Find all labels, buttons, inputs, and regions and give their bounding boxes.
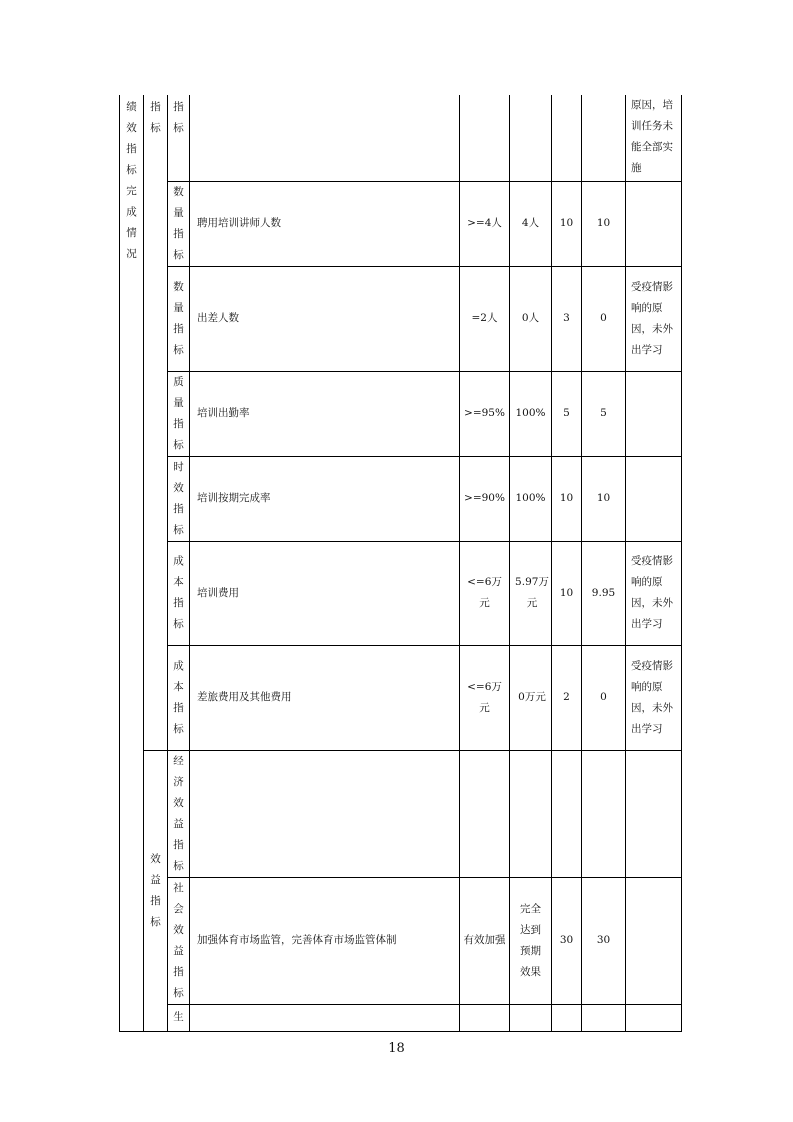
level1-output-cell: 指标 bbox=[144, 95, 168, 750]
level2-cell: 社会效益指标 bbox=[168, 877, 190, 1004]
level1-benefit-cell: 效益指标 bbox=[144, 750, 168, 1031]
weight-cell: 3 bbox=[552, 266, 582, 371]
note-cell bbox=[626, 456, 682, 541]
weight-cell: 10 bbox=[552, 181, 582, 266]
table-row bbox=[120, 750, 682, 877]
weight-cell bbox=[552, 750, 582, 877]
target-cell: >=4人 bbox=[460, 181, 510, 266]
score-cell: 30 bbox=[582, 877, 626, 1004]
table-row bbox=[120, 1004, 682, 1031]
note-cell bbox=[626, 877, 682, 1004]
score-cell: 5 bbox=[582, 371, 626, 456]
page-number: 18 bbox=[388, 1041, 405, 1056]
level2-cell: 数量指标 bbox=[168, 181, 190, 266]
level2-cell: 指标 bbox=[168, 95, 190, 181]
note-cell: 原因，培训任务未能全部实施 bbox=[626, 95, 682, 181]
table-row bbox=[120, 645, 682, 750]
actual-cell bbox=[510, 1004, 552, 1031]
actual-cell: 100% bbox=[510, 456, 552, 541]
note-cell: 受疫情影响的原因，未外出学习 bbox=[626, 541, 682, 645]
indicator-name-cell bbox=[190, 95, 460, 181]
weight-cell bbox=[552, 95, 582, 181]
level2-cell: 生 bbox=[168, 1004, 190, 1031]
weight-cell: 10 bbox=[552, 541, 582, 645]
actual-cell: 0万元 bbox=[510, 645, 552, 750]
indicator-name-cell: 培训出勤率 bbox=[190, 371, 460, 456]
target-cell: >=90% bbox=[460, 456, 510, 541]
level2-cell: 质量指标 bbox=[168, 371, 190, 456]
weight-cell: 30 bbox=[552, 877, 582, 1004]
outer-category-cell: 绩效指标完成情况 bbox=[120, 95, 144, 1031]
actual-cell: 完全达到预期效果 bbox=[510, 877, 552, 1004]
actual-cell bbox=[510, 95, 552, 181]
score-cell: 0 bbox=[582, 645, 626, 750]
level2-cell: 时效指标 bbox=[168, 456, 190, 541]
score-cell: 0 bbox=[582, 266, 626, 371]
score-cell bbox=[582, 1004, 626, 1031]
actual-cell bbox=[510, 750, 552, 877]
indicator-name-cell: 培训按期完成率 bbox=[190, 456, 460, 541]
table-row bbox=[120, 371, 682, 456]
score-cell bbox=[582, 750, 626, 877]
target-cell: >=95% bbox=[460, 371, 510, 456]
table-row bbox=[120, 181, 682, 266]
note-cell bbox=[626, 371, 682, 456]
target-cell: 有效加强 bbox=[460, 877, 510, 1004]
target-cell: <=6万元 bbox=[460, 541, 510, 645]
actual-cell: 100% bbox=[510, 371, 552, 456]
target-cell: <=6万元 bbox=[460, 645, 510, 750]
actual-cell: 5.97万元 bbox=[510, 541, 552, 645]
indicator-name-cell: 培训费用 bbox=[190, 541, 460, 645]
score-cell: 10 bbox=[582, 456, 626, 541]
table-row bbox=[120, 541, 682, 645]
table-row bbox=[120, 95, 682, 181]
level2-cell: 成本指标 bbox=[168, 541, 190, 645]
actual-cell: 0人 bbox=[510, 266, 552, 371]
target-cell bbox=[460, 750, 510, 877]
indicator-name-cell: 差旅费用及其他费用 bbox=[190, 645, 460, 750]
table-row bbox=[120, 456, 682, 541]
table-row bbox=[120, 266, 682, 371]
level2-cell: 数量指标 bbox=[168, 266, 190, 371]
performance-table bbox=[119, 95, 682, 1032]
indicator-name-cell bbox=[190, 750, 460, 877]
note-cell: 受疫情影响的原因，未外出学习 bbox=[626, 645, 682, 750]
indicator-name-cell bbox=[190, 1004, 460, 1031]
actual-cell: 4人 bbox=[510, 181, 552, 266]
note-cell: 受疫情影响的原因，未外出学习 bbox=[626, 266, 682, 371]
level2-cell: 经济效益指标 bbox=[168, 750, 190, 877]
target-cell: =2人 bbox=[460, 266, 510, 371]
score-cell bbox=[582, 95, 626, 181]
indicator-name-cell: 加强体育市场监管，完善体育市场监管体制 bbox=[190, 877, 460, 1004]
note-cell bbox=[626, 750, 682, 877]
indicator-name-cell: 出差人数 bbox=[190, 266, 460, 371]
note-cell bbox=[626, 1004, 682, 1031]
indicator-name-cell: 聘用培训讲师人数 bbox=[190, 181, 460, 266]
weight-cell: 2 bbox=[552, 645, 582, 750]
table-row bbox=[120, 877, 682, 1004]
target-cell bbox=[460, 1004, 510, 1031]
score-cell: 10 bbox=[582, 181, 626, 266]
weight-cell: 10 bbox=[552, 456, 582, 541]
target-cell bbox=[460, 95, 510, 181]
weight-cell: 5 bbox=[552, 371, 582, 456]
score-cell: 9.95 bbox=[582, 541, 626, 645]
note-cell bbox=[626, 181, 682, 266]
weight-cell bbox=[552, 1004, 582, 1031]
level2-cell: 成本指标 bbox=[168, 645, 190, 750]
